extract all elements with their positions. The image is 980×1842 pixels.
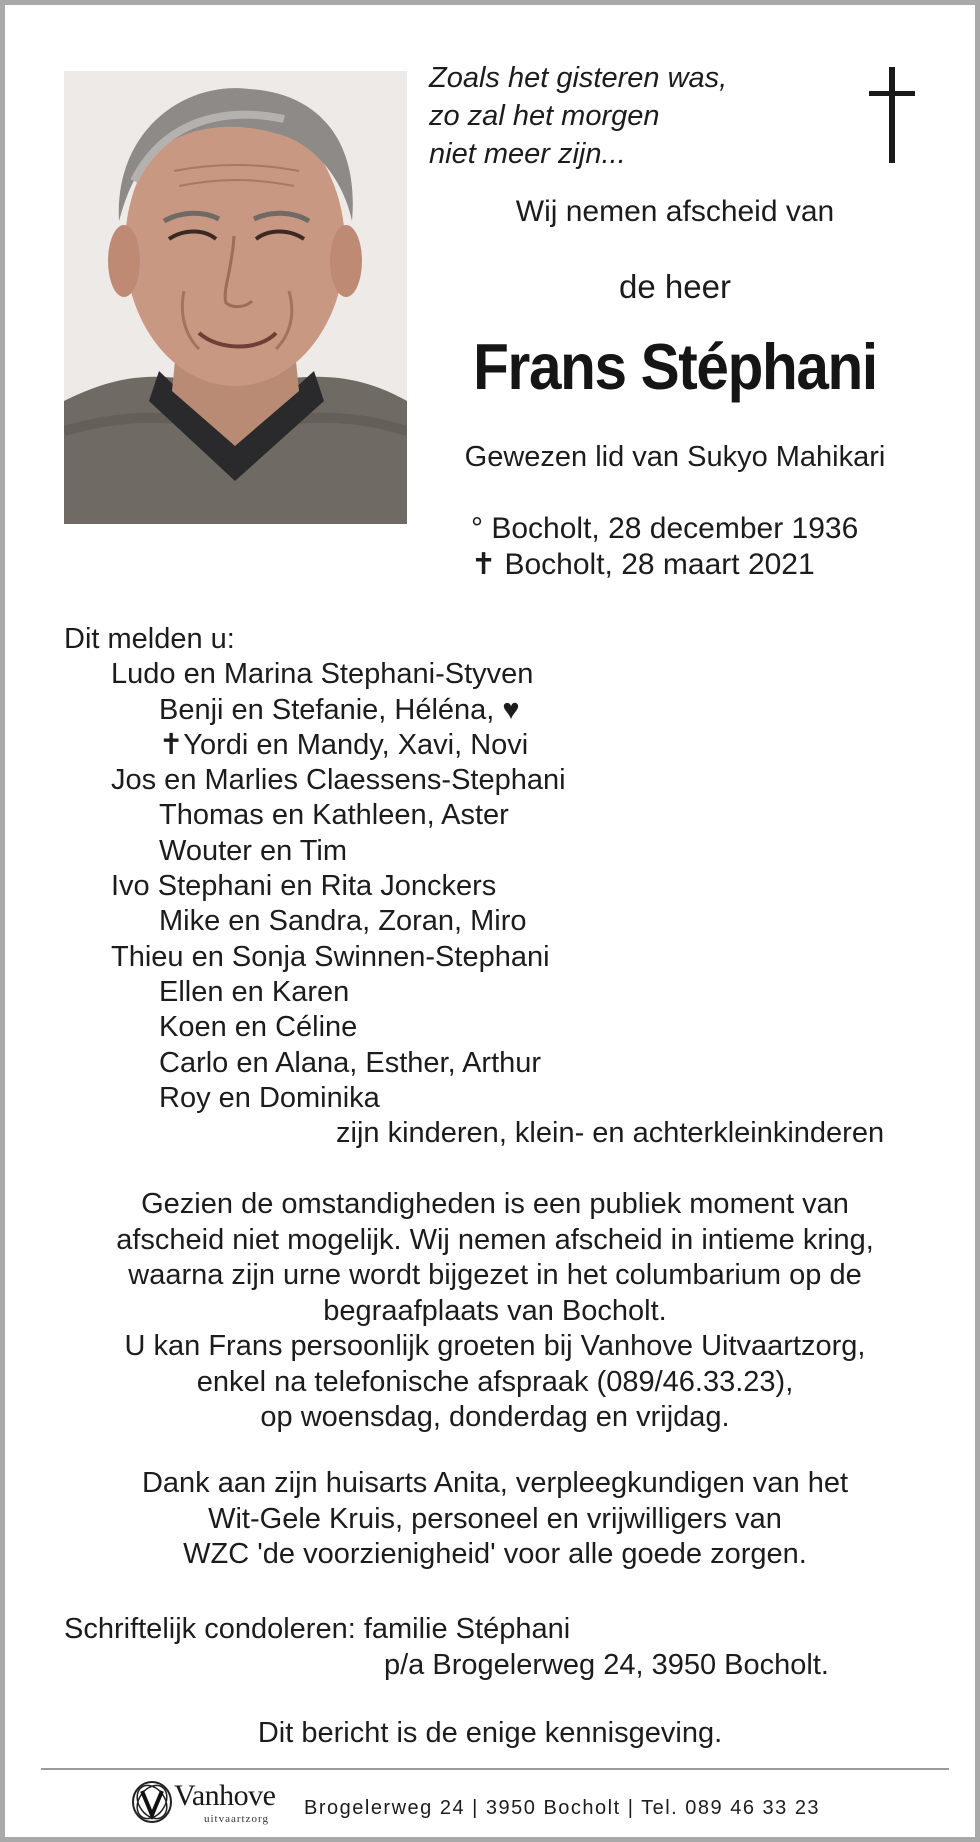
family-line: Roy en Dominika	[159, 1081, 380, 1114]
family-line: Jos en Marlies Claessens-Stephani	[111, 764, 566, 797]
arrangements-paragraph	[64, 1187, 926, 1436]
family-list	[64, 622, 934, 1151]
membership-text: Gewezen lid van Sukyo Mahikari	[464, 441, 886, 473]
life-dates	[471, 511, 858, 583]
paragraph-line: Wit-Gele Kruis, personeel en vrijwilligers van	[208, 1502, 782, 1535]
death-text: Bocholt, 28 maart 2021	[504, 548, 815, 581]
vanhove-logo-icon	[130, 1779, 174, 1825]
honorific: de heer	[619, 268, 731, 305]
death-symbol: ✝	[471, 548, 497, 581]
poem	[429, 59, 727, 173]
poem-line: niet meer zijn...	[429, 138, 626, 170]
family-line: Benji en Stefanie, Héléna, ♥	[159, 693, 520, 726]
logo-subtitle: uitvaartzorg	[204, 1813, 269, 1825]
death-date	[471, 547, 858, 583]
final-note: Dit bericht is de enige kennisgeving.	[257, 1717, 723, 1749]
condolence-address	[64, 1611, 934, 1683]
logo-name: Vanhove	[174, 1779, 276, 1812]
family-line: Thomas en Kathleen, Aster	[159, 799, 509, 832]
family-line: Thieu en Sonja Swinnen-Stephani	[111, 940, 550, 973]
family-line: Ellen en Karen	[159, 975, 350, 1008]
footer-divider	[41, 1768, 949, 1770]
family-line: Koen en Céline	[159, 1011, 358, 1044]
paragraph-line: U kan Frans persoonlijk groeten bij Vanhove Uitvaartzorg,	[124, 1330, 866, 1362]
paragraph-line: Dank aan zijn huisarts Anita, verpleegkundigen van het	[141, 1467, 849, 1499]
paragraph-line: begraafplaats van Bocholt.	[323, 1294, 667, 1327]
paragraph-line: waarna zijn urne wordt bijgezet in het columbarium op de	[128, 1259, 862, 1291]
family-line: Carlo en Alana, Esther, Arthur	[159, 1046, 542, 1079]
latin-cross-icon	[869, 67, 915, 163]
family-line: Mike en Sandra, Zoran, Miro	[159, 905, 527, 938]
portrait-photo	[64, 71, 407, 524]
family-heading: Dit melden u:	[64, 623, 235, 655]
condolence-line: Schriftelijk condoleren: familie Stéphani	[64, 1613, 571, 1645]
deceased-name: Frans Stéphani	[473, 330, 877, 403]
poem-line: zo zal het morgen	[429, 100, 660, 132]
condolence-address-line: p/a Brogelerweg 24, 3950 Bocholt.	[384, 1649, 829, 1681]
vanhove-logo	[130, 1777, 290, 1827]
paragraph-line: afscheid niet mogelijk. Wij nemen afscheid in intieme kring,	[116, 1223, 874, 1256]
thanks-paragraph	[64, 1466, 926, 1573]
paragraph-line: WZC 'de voorzienigheid' voor alle goede zorgen.	[183, 1538, 807, 1570]
paragraph-line: enkel na telefonische afspraak (089/46.33.23),	[196, 1365, 794, 1398]
portrait-illustration	[64, 71, 407, 524]
family-closing: zijn kinderen, klein- en achterkleinkinderen	[336, 1117, 885, 1150]
family-line: Wouter en Tim	[159, 834, 348, 867]
family-line: Ludo en Marina Stephani-Styven	[111, 658, 534, 691]
family-line: Ivo Stephani en Rita Jonckers	[111, 870, 497, 903]
paragraph-line: Gezien de omstandigheden is een publiek moment van	[141, 1188, 849, 1220]
birth-symbol: °	[471, 512, 483, 545]
poem-line: Zoals het gisteren was,	[429, 62, 728, 94]
birth-text: Bocholt, 28 december 1936	[491, 512, 859, 545]
family-line: ✝Yordi en Mandy, Xavi, Novi	[159, 728, 529, 761]
footer-address: Brogelerweg 24 | 3950 Bocholt | Tel. 089 46 33 23	[304, 1797, 821, 1819]
birth-date	[471, 511, 858, 547]
intro-text: Wij nemen afscheid van	[515, 195, 835, 228]
paragraph-line: op woensdag, donderdag en vrijdag.	[260, 1401, 730, 1433]
